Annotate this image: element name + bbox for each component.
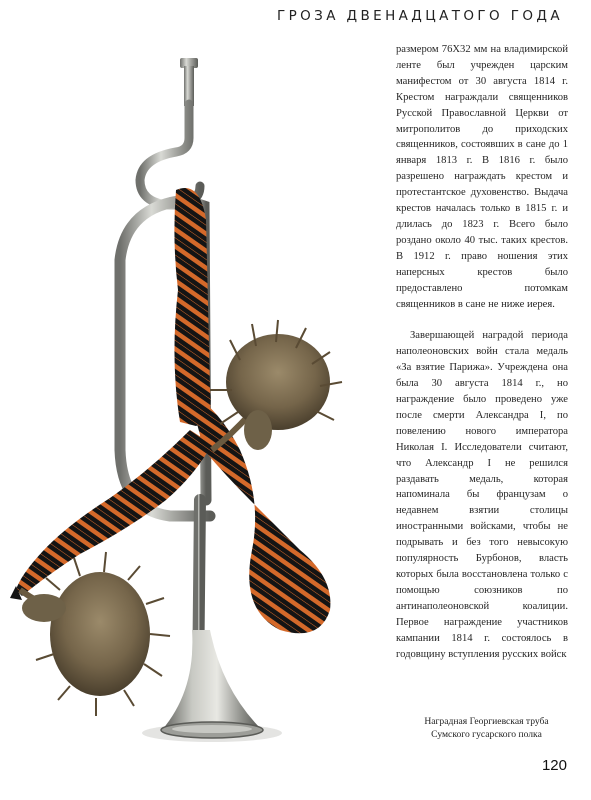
article-paragraph: размером 76Х32 мм на владимирской ленте был учрежден царским манифестом от 30 августа 1814 г. Крестом награждали священников Русской Православной Церкви от митрополитов до приходских священников, состоявших в сане до 1 января 1813 г. В 1816 г. было разрешено награждать крестом и протестантское духовенство. Выдача крестов началась только в 1815 г. и длилась до 1823 г. Всего было роздано около 40 тыс. таких крестов. В 1912 г. право ношения этих наперсных крестов было предоставлено потомкам священников в сане не ниже иерея. xyxy=(396,44,568,310)
running-title: ГРОЗА ДВЕНАДЦАТОГО ГОДА xyxy=(276,8,563,24)
caption-line: Наградная Георгиевская труба xyxy=(424,716,549,727)
bugle-with-georgian-ribbon-photo xyxy=(0,30,410,750)
article-body xyxy=(396,42,568,662)
right-tassel xyxy=(210,320,342,450)
caption-line: Сумского гусарского полка xyxy=(431,729,542,740)
article-paragraph: Завершающей наградой периода наполеоновских войн стала медаль «За взятие Парижа». Учреждена она была 30 августа 1814 г., но награждение было проведено уже после смерти Александра I, по повелению нового императора Николая I. Исследователи считают, что Александр I не решился раздавать медаль, которая напоминала бы французам о недавнем взятии столицы иностранными войсками, чтобы не подрывать и без того невысокую популярность Бурбонов, власть которых была восстановлена только с помощью союзников по антинаполеоновской коалиции. Первое награждение участников кампании 1814 г. состоялось в годовщину вступления русских войск xyxy=(396,330,568,660)
figure-caption xyxy=(404,715,569,741)
mouthpiece xyxy=(180,58,198,106)
page-number: 120 xyxy=(541,757,567,774)
